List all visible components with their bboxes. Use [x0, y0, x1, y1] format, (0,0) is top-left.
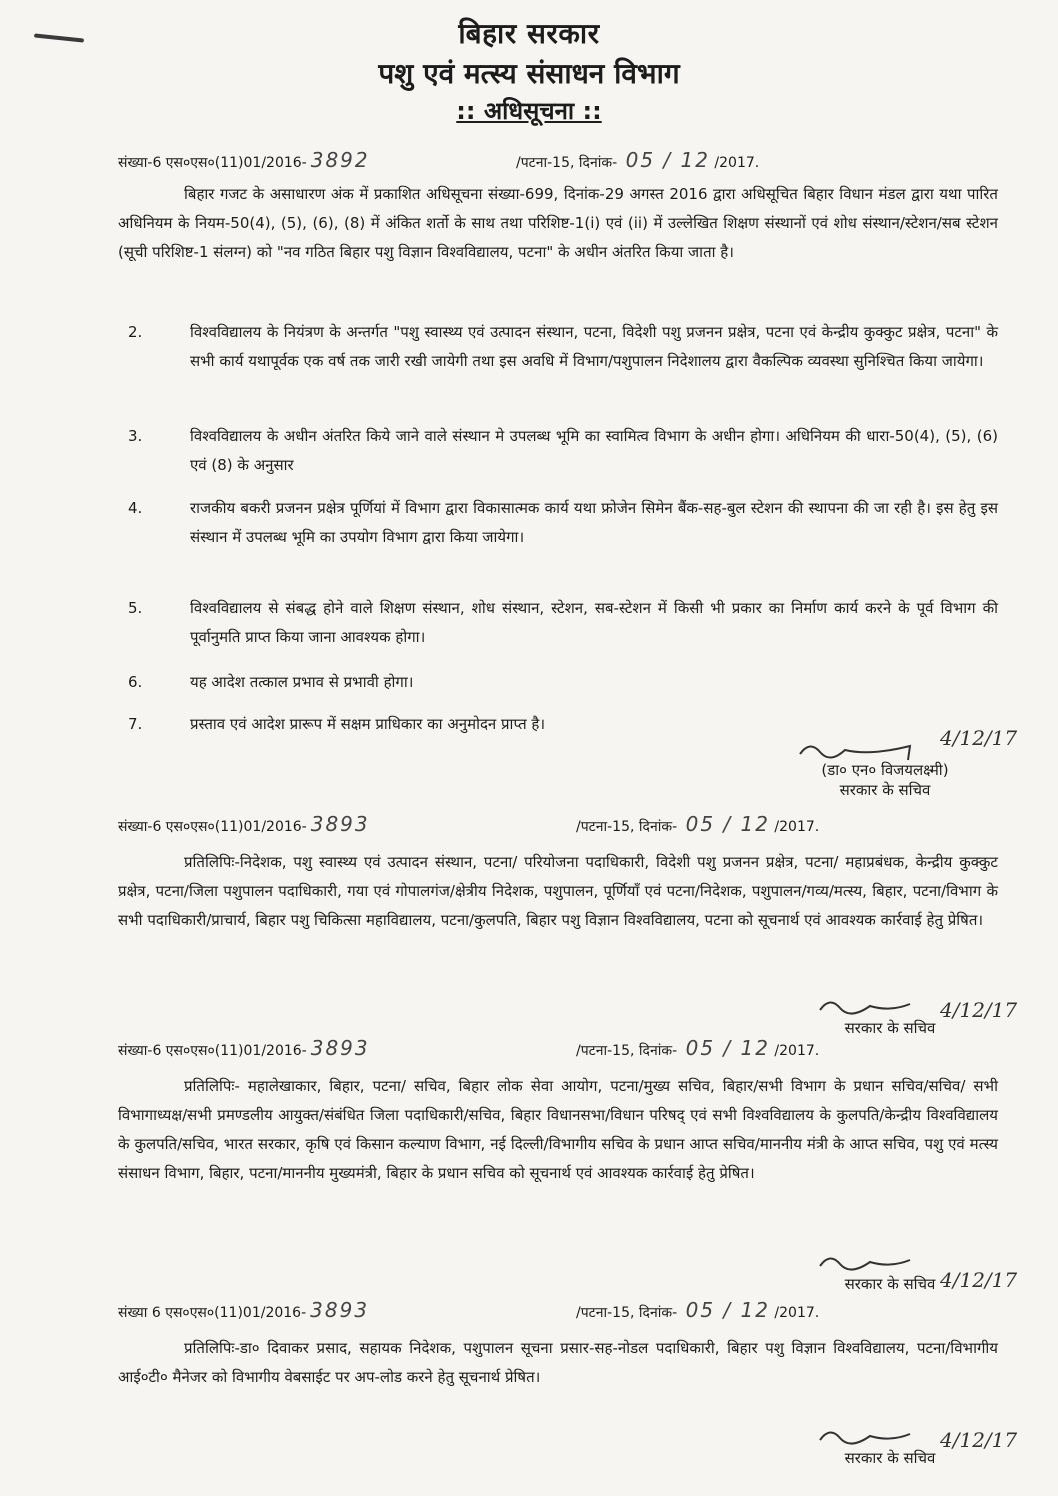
signatory-title: सरकार के सचिव [839, 781, 931, 799]
notification-heading: :: अधिसूचना :: [456, 97, 602, 125]
item-number: 3. [128, 427, 143, 445]
signatory-name: (डा० एन० विजयलक्ष्मी) [821, 761, 949, 779]
item-number: 4. [128, 499, 143, 517]
ref-date-label: /पटना-15, दिनांक- [576, 1043, 678, 1059]
ref-number: संख्या-6 एस०एस०(11)01/2016- [118, 819, 307, 835]
ref-handwritten-number: 3893 [310, 1036, 370, 1060]
item-number: 2. [128, 323, 143, 341]
item-text: प्रस्ताव एवं आदेश प्रारूप में सक्षम प्राधिकार का अनुमोदन प्राप्त है। [190, 715, 546, 733]
ref-year: /2017. [774, 1305, 820, 1321]
signature-block [790, 726, 1018, 800]
signatory-title: सरकार के सचिव [844, 1449, 936, 1467]
ref-date-label: /पटना-15, दिनांक- [576, 819, 678, 835]
copy-paragraph-3: प्रतिलिपिः-डा० दिवाकर प्रसाद, सहायक निदेशक, पशुपालन सूचना प्रसार-सह-नोडल पदाधिकारी, बिहार पशु विज्ञान विश्वविद्यालय, पटना/विभागीय आई०टी० मैनेजर को विभागीय वेबसाईट पर अप-लोड करने हेतु सूचनार्थ प्रेषित। [118, 1339, 998, 1386]
signature-initials: 4/12/17 [940, 1268, 1018, 1292]
signature-initials: 4/12/17 [940, 998, 1018, 1022]
signature-block [800, 1424, 1018, 1468]
signature-initials: 4/12/17 [940, 726, 1018, 750]
signatory-title: सरकार के सचिव [844, 1275, 936, 1293]
ref-handwritten-number: 3893 [310, 1298, 370, 1322]
signature-initials: 4/12/17 [940, 1428, 1018, 1452]
ref-handwritten-date: 05 / 12 [685, 1298, 770, 1322]
ref-year: /2017. [774, 1043, 820, 1059]
ref-number: संख्या-6 एस०एस०(11)01/2016- [118, 155, 307, 171]
department-title: पशु एवं मत्स्य संसाधन विभाग [378, 57, 680, 90]
intro-paragraph: बिहार गजट के असाधारण अंक में प्रकाशित अधिसूचना संख्या-699, दिनांक-29 अगस्त 2016 द्वारा अधिसूचित बिहार विधान मंडल द्वारा यथा पारित अधिनियम के नियम-50(4), (5), (6), (8) में अंकित शर्तो के साथ तथा परिशिष्ट-1(i) एवं (ii) में उल्लेखित शिक्षण संस्थानों एवं शोध संस्थान/स्टेशन/सब स्टेशन (सूची परिशिष्ट-1 संलग्न) को "नव गठित बिहार पशु विज्ञान विश्वविद्यालय, पटना" के अधीन अंतरित किया जाता है। [118, 185, 998, 261]
ref-handwritten-number: 3893 [310, 812, 370, 836]
copy-paragraph-1: प्रतिलिपिः-निदेशक, पशु स्वास्थ्य एवं उत्पादन संस्थान, पटना/ परियोजना पदाधिकारी, विदेशी पशु प्रजनन प्रक्षेत्र, पटना/ महाप्रबंधक, केन्द्रीय कुक्कुट प्रक्षेत्र, पटना/जिला पशुपालन पदाधिकारी, गया एवं गोपालगंज/क्षेत्रीय निदेशक, पशुपालन, पूर्णियाँ एवं पटना/निदेशक, पशुपालन/गव्य/मत्स्य, बिहार, पटना/विभाग के सभी पदाधिकारी/प्राचार्य, बिहार पशु चिकित्सा महाविद्यालय, पटना/कुलपति, बिहार पशु विज्ञान विश्वविद्यालय, पटना को सूचनार्थ एवं आवश्यक कार्रवाई हेतु प्रेषित। [118, 853, 998, 929]
ref-handwritten-date: 05 / 12 [685, 1036, 770, 1060]
ref-handwritten-date: 05 / 12 [685, 812, 770, 836]
ref-handwritten-date: 05 / 12 [625, 148, 710, 172]
item-text: विश्वविद्यालय के नियंत्रण के अन्तर्गत "पशु स्वास्थ्य एवं उत्पादन संस्थान, पटना, विदेशी पशु प्रजनन प्रक्षेत्र, पटना एवं केन्द्रीय कुक्कुट प्रक्षेत्र, पटना" के सभी कार्य यथापूर्वक एक वर्ष तक जारी रखी जायेगी तथा इस अवधि में विभाग/पशुपालन निदेशालय द्वारा वैकल्पिक व्यवस्था सुनिश्चित किया जायेगा। [190, 323, 998, 370]
ref-number: संख्या-6 एस०एस०(11)01/2016- [118, 1043, 307, 1059]
item-number: 7. [128, 715, 143, 733]
item-text: यह आदेश तत्काल प्रभाव से प्रभावी होगा। [190, 673, 414, 691]
ref-number: संख्या 6 एस०एस०(11)01/2016- [118, 1305, 307, 1321]
reference-line-4 [118, 1298, 998, 1320]
item-text: विश्वविद्यालय के अधीन अंतरित किये जाने वाले संस्थान मे उपलब्ध भूमि का स्वामित्व विभाग के अधीन होगा। अधिनियम की धारा-50(4), (5), (6) एवं (8) के अनुसार [190, 427, 998, 474]
ref-date-label: /पटना-15, दिनांक- [576, 1305, 678, 1321]
ref-year: /2017. [714, 155, 760, 171]
reference-line-2 [118, 812, 998, 834]
item-text: विश्वविद्यालय से संबद्ध होने वाले शिक्षण संस्थान, शोध संस्थान, स्टेशन, सब-स्टेशन में किसी भी प्रकार का निर्माण कार्य करने के पूर्व विभाग की पूर्वानुमति प्राप्त किया जाना आवश्यक होगा। [190, 599, 998, 646]
ref-handwritten-number: 3892 [310, 148, 370, 172]
reference-line-1 [118, 148, 998, 170]
copy-paragraph-2: प्रतिलिपिः- महालेखाकार, बिहार, पटना/ सचिव, बिहार लोक सेवा आयोग, पटना/मुख्य सचिव, बिहार/सभी विभाग के प्रधान सचिव/सचिव/ सभी विभागाध्यक्ष/सभी प्रमण्डलीय आयुक्त/संबंधित जिला पदाधिकारी/सचिव, बिहार विधानसभा/विधान परिषद् एवं सभी विश्वविद्यालय के कुलपति/केन्द्रीय विश्वविद्यालय के कुलपति/सचिव, भारत सरकार, कृषि एवं किसान कल्याण विभाग, नई दिल्ली/विभागीय सचिव के प्रधान आप्त सचिव/माननीय मंत्री के आप्त सचिव, पशु एवं मत्स्य संसाधन विभाग, बिहार, पटना/माननीय मुख्यमंत्री, बिहार के प्रधान सचिव को सूचनार्थ एवं आवश्यक कार्रवाई हेतु प्रेषित। [118, 1077, 998, 1182]
government-title: बिहार सरकार [458, 17, 600, 50]
item-text: राजकीय बकरी प्रजनन प्रक्षेत्र पूर्णियां में विभाग द्वारा विकासात्मक कार्य यथा फ्रोजेन सिमेन बैंक-सह-बुल स्टेशन की स्थापना की जा रही है। इस हेतु इस संस्थान में उपलब्ध भूमि का उपयोग विभाग द्वारा किया जायेगा। [190, 499, 998, 546]
signature-block [800, 994, 1018, 1038]
item-number: 5. [128, 599, 143, 617]
ref-year: /2017. [774, 819, 820, 835]
ref-date-label: /पटना-15, दिनांक- [516, 155, 618, 171]
item-number: 6. [128, 673, 143, 691]
reference-line-3 [118, 1036, 998, 1058]
signature-block [800, 1250, 1018, 1294]
signatory-title: सरकार के सचिव [844, 1019, 936, 1037]
